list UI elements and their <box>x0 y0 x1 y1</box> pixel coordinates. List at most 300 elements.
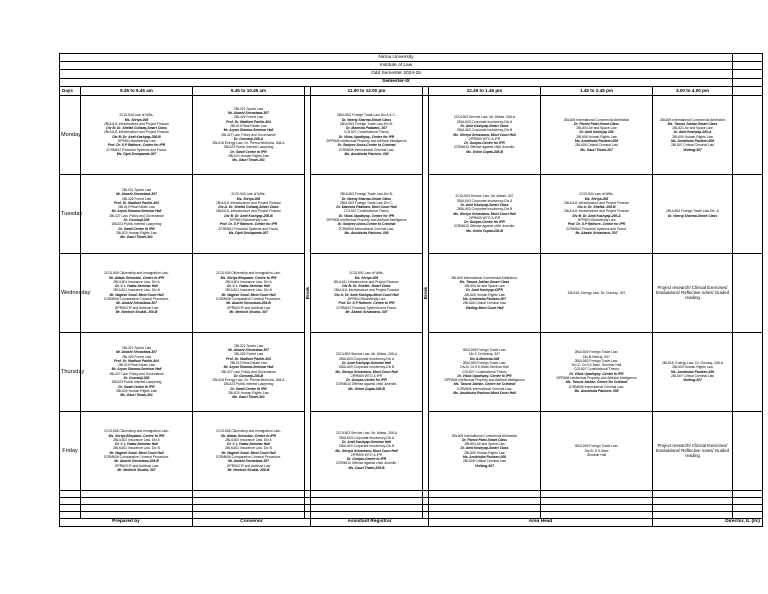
slot-line: 2COL503 Service Law- Mr. Abbas -208-A <box>335 431 398 436</box>
slot-line: Visiting-307 <box>683 147 702 152</box>
slot-cell <box>429 174 541 253</box>
slot-cell <box>81 95 193 174</box>
day-row-thursday <box>60 332 763 411</box>
slot-line: 2BL523 Public Interest Lawyering <box>223 382 274 387</box>
time-header-5: 1.45 to 2.45 pm <box>541 86 653 95</box>
slot-line: Dr. C L Yadav-Seminar Hall <box>115 442 158 447</box>
slot-line: Mr. Abbas Srivastav- Centre fo IPR <box>221 433 276 438</box>
slot-line: 2BUL601 Insurance Law- Div A <box>113 437 160 442</box>
slot-line: 2CRM608 Comparative Criminal Procedure- <box>215 455 282 460</box>
slot-line: Visiting-Moot Court Hall <box>465 305 504 310</box>
slot-line: Dr. Amit Kashyap-208-A <box>673 130 712 135</box>
slot-line: 2COL551 Law of Wills- <box>349 271 384 276</box>
slot-line: 2BL427 Law, Policy and Governance <box>221 369 276 374</box>
timetable-grid <box>59 53 763 527</box>
slot-line: Ms. Dipti Deshpande-307 <box>228 230 269 235</box>
slot-line: 2CRM612 Financial Systems and Fraud- <box>218 226 279 231</box>
slot-line: 2IPR608 Intellectual Property and Artificial Intelligence <box>326 218 407 223</box>
slot-line: 2COL508 Citizenship and Immigration Law- <box>104 429 169 434</box>
slot-line: 2CRM612 Financial Systems and Fraud- <box>566 226 627 231</box>
slot-line: Mr. Akashi Srivastava- 307 <box>345 309 388 314</box>
slot-line: 2BL607 Critical Criminal Law <box>671 373 714 378</box>
day-label: Tuesday <box>60 174 81 253</box>
row-spacer <box>733 332 763 411</box>
slot-line: 2CRM610 Offense against child Juvenile- <box>335 382 398 387</box>
header-spacer <box>733 70 763 78</box>
header-spacer <box>733 86 763 95</box>
slot-cell <box>81 253 193 332</box>
slot-line: 2BUL563 Foreign Trade Law-Div A & C- <box>336 113 397 118</box>
slot-line: 2BL019 Real Estate Law <box>118 205 155 210</box>
slot-line: 2IPR608 Intellectual Property and Artificial Intelligence <box>556 376 637 381</box>
slot-line: 2IPR603 IP and Antitrust Law <box>226 305 271 310</box>
slot-line: 2IPR609 WTO & IPR <box>468 136 501 141</box>
prepared-by-label: Prepared by <box>60 518 193 526</box>
slot-line: 2BUL505 Foreign Trade Law- <box>462 348 507 353</box>
slot-line: 2BL624 Human Rights Law <box>228 154 269 159</box>
slot-line: Dr. Neeraj Sharma-Smart Class <box>341 117 392 122</box>
slot-line: 2BUL603 Corporate Insolvency-Div B <box>338 444 395 449</box>
slot-line: Div A: Dr. Shefali- 208-B <box>577 205 616 210</box>
slot-line: 2BUL601 Insurance Law- Div B <box>225 446 272 451</box>
slot-line: Dr. Sanjeev Arora-Centre fo Criminal <box>337 143 396 148</box>
slot-line: 2BL620 Human Rights Law <box>116 388 157 393</box>
slot-line: 2BL608 Critical Criminal Law <box>463 459 506 464</box>
slot-line: Ms. Oshin Gupta-208-B <box>466 228 503 233</box>
slot-line: 2IPR609 WTO & IPR <box>468 215 501 220</box>
break-label: Break <box>305 286 310 299</box>
slot-line: Prof. Dr. Madhuri Parikh-404 <box>226 119 271 124</box>
slot-line: 2BL605 International Commercial Arbitration- <box>451 275 518 280</box>
slot-line: Ms. Anubhuka Paulsen- 008 <box>344 230 389 235</box>
slot-line: Dr. Amit Kashyap-Smart Class <box>460 124 509 128</box>
slot-line: 2COL508 Citizenship and Immigration Law- <box>216 429 281 434</box>
slot-line: Ms. Dipti Deshpande-307 <box>116 151 157 156</box>
slot-line: 2IPR610 Biodiversity Law <box>347 297 386 302</box>
slot-line: Dr. Gurvanji-308 <box>123 376 150 381</box>
slot-line: Dr. Gunjan-Centre for IPR <box>464 220 505 225</box>
slot-line: Mr. Nagesh Sood- Moot Court Hall <box>221 292 276 297</box>
slot-line: 2BL605 Human Rights Law <box>464 292 505 297</box>
slot-line: 2COL508 Citizenship and Immigration Law- <box>104 271 169 276</box>
slot-cell <box>653 95 733 174</box>
slot-line: 2CRM610 Offense against child Juvenile- <box>453 145 516 150</box>
row-spacer <box>733 95 763 174</box>
slot-line: 2BL608 Human Rights Law <box>576 134 617 139</box>
slot-line: 2BL605 International Commercial Arbitration <box>563 117 630 122</box>
slot-line: Ms. Shriya Bhojwani- Centre fo IPR <box>220 275 277 280</box>
slot-line: Dr. Swati Centre fo IPR <box>118 384 155 389</box>
time-header-3: 11.00 to 12.00 pm <box>311 86 423 95</box>
slot-line: Ms. Shreya Srivastava- Moot Court Hall <box>453 211 516 216</box>
convenor-label: Convenor <box>193 518 311 526</box>
slot-line: Mr. Neeloch Shukla- 307 <box>117 467 156 472</box>
slot-cell <box>653 174 733 253</box>
slot-cell <box>541 332 653 411</box>
slot-line: Prof. Dr. S.P Rathore- Centre for IPR <box>107 143 166 148</box>
slot-line: Mr. Akashi Srivastava-307 <box>116 301 157 306</box>
slot-line: 2COL503 Service Law- Mr. Abbas -208-A <box>335 352 398 357</box>
slot-line: Mr. Aryan Sharma-Seminar Hall <box>223 128 274 133</box>
slot-line: Dr. Amit Kashyap-Seminar Hall <box>342 440 391 444</box>
slot-line: Mr. Akashi Srivastava-208-B <box>114 459 159 464</box>
slot-line: 2CRM608 Comparative Criminal Procedure- <box>103 297 170 302</box>
slot-line: COL507 Constitutional Theory <box>344 130 389 135</box>
slot-line: 2BL620 Human Rights Law <box>116 230 157 235</box>
header-spacer <box>733 54 763 62</box>
slot-line: 2CRM610 Offense against child Juvenile- <box>335 461 398 466</box>
slot-line: 2BUL601 Insurance Law- Div B <box>113 288 160 293</box>
slot-line: 2BL426 Forest Law <box>234 352 263 357</box>
slot-line: 2BL321 Sports Law <box>233 106 264 111</box>
slot-line: 2BL607 Critical Criminal Law <box>671 143 714 148</box>
slot-line: 2BUL611 Infrastructure and Project Finance <box>564 209 629 214</box>
slot-line: Mr. Nagesh Sood- Moot Court Hall <box>109 292 164 297</box>
slot-line: Ms. Anubhuka Paulsen- 008 <box>574 388 619 393</box>
slot-line: Mr. Neeloch Shukla- 208-B <box>227 467 270 472</box>
slot-line: 2CRM608 Comparative Criminal Procedure- <box>215 297 282 302</box>
slot-cell <box>311 411 423 490</box>
slot-line: Ms. Anubhuka Paulsen-Moot Court Hall <box>453 391 516 396</box>
slot-line: 2BUL611 Infrastructure and Project Finance <box>564 200 629 205</box>
slot-line: Dr. Amit Kashyap-Smart Class <box>460 446 509 451</box>
slot-line: Div B: Dr. Shefali- Smart Class <box>342 284 391 289</box>
slot-line: Ms. Gauri Tiwari-301 <box>232 395 265 400</box>
slot-line: 2BUL563 Foreign Trade Law-Div C- <box>339 200 394 205</box>
slot-line: Prof. Dr. S.P Rathore- Centre for IPR <box>567 222 626 227</box>
slot-line: 2BUL603 Corporate Insolvency-Div A <box>338 435 395 440</box>
signature-row <box>60 518 763 526</box>
slot-line: Dr. Manisha Padwani- 307 <box>346 126 387 131</box>
assistant-registrar-label: Assistant Registrar <box>311 518 429 526</box>
slot-line: 2BUL611 Infrastructure and Project Finance- <box>333 279 400 284</box>
slot-line: 2COL504 Law of Wills- <box>579 192 614 197</box>
slot-line: Visiting-307 <box>475 463 494 468</box>
slot-line: Dr. Gurvanji-308 <box>123 218 150 223</box>
slot-line: Ms. Shriya-008 <box>584 196 609 201</box>
slot-line: Div B: Dr. Amit Kashyap-208-B <box>112 134 161 139</box>
day-row-monday <box>60 95 763 174</box>
slot-line: 2BL606 Critical Criminal Law <box>463 301 506 306</box>
slot-cell <box>541 411 653 490</box>
slot-line: Dr. Vikas Upadhyay- Centre for IPR <box>338 134 395 139</box>
slot-line: Dr. C L Yadav-Seminar Hall <box>115 284 158 289</box>
slot-line: 2BL604 Air and Space Law <box>464 442 505 447</box>
slot-cell <box>541 174 653 253</box>
slot-line: 2CRM612 Financial Systems and Fraud- <box>336 305 397 310</box>
slot-line: 2BL426 Forest Law <box>234 115 263 120</box>
slot-line: 2BL518- Energy Law- Dr. Gunnay- 208-A <box>661 361 724 365</box>
slot-cell <box>81 411 193 490</box>
slot-line: 2IPR603 IP and Antitrust Law <box>114 305 159 310</box>
slot-line: Mr. Aryan Sharma-Seminar Hall <box>223 365 274 370</box>
slot-line: 2IPR608 Intellectual Property and Artificial Intelligence <box>444 378 525 383</box>
slot-line: Prof. Dr. Madhuri Parikh-404 <box>114 358 159 363</box>
slot-line: 2BUL601 Insurance Law- Div A <box>113 279 160 284</box>
day-label: Wednesday <box>60 253 81 332</box>
slot-line: 2BL518 Energy Law- Dr. Prerna Mulhotra- 308-A <box>212 378 285 383</box>
slot-line: Mr. Akashi Srivastava-307 <box>116 350 157 355</box>
slot-line: 2BL624 Human Rights Law <box>228 391 269 396</box>
slot-line: 2BL604 Air and Space Law <box>464 284 505 289</box>
slot-line: 2BL609 Human Rights Law <box>464 450 505 455</box>
slot-line: Dr. Swati Centre fo IPR <box>230 149 267 154</box>
time-header-1: 8.45 to 9.45 am <box>81 86 193 95</box>
slot-cell <box>429 332 541 411</box>
slot-line: 2BUL601 Insurance Law- Div A <box>225 437 272 442</box>
blank-row <box>60 504 763 511</box>
slot-line: Ms. Oshin Gupta-208-B <box>348 386 385 391</box>
slot-line: Ms. Shreya Srivastava- Moot Court Hall <box>453 132 516 137</box>
slot-line: 2BL019 Real Estate Law <box>230 124 267 128</box>
university-name: Nirma University <box>60 54 733 62</box>
slot-line: Ms. Anubhuka Paulsen- 008 <box>344 151 389 156</box>
slot-cell <box>193 253 305 332</box>
slot-line: Ms. Oshin Gupta-208-B <box>466 149 503 154</box>
slot-line: COL507 Constitutional Theory <box>574 367 619 372</box>
slot-line: 2BUL505 Foreign Trade Law- <box>574 350 619 355</box>
slot-line: Dr. Parani Patel-Smart Class <box>574 121 619 126</box>
slot-line: 2BUL611 Infrastructure and Project Finance <box>216 209 281 214</box>
slot-line: 2BL608 Critical Criminal Law <box>575 143 618 148</box>
slot-line: Dr. Neeraj Sharma-Smart Class <box>667 213 718 218</box>
slot-line: Prof. Dr. S.P Rathore- Centre fo IPR <box>338 301 395 306</box>
slot-line: Ms. Shriya-008 <box>354 275 379 280</box>
slot-line: Dr. Amit Kashyap 208 <box>579 130 614 135</box>
slot-line: 2BUL563 Foreign Trade Law- <box>574 358 619 363</box>
slot-cell <box>193 95 305 174</box>
slot-line: Ms. Gauri Tiwari-301 <box>232 158 265 163</box>
slot-line: 2BUL611 Infrastructure and Project Finance <box>104 121 169 126</box>
day-label: Thursday <box>60 332 81 411</box>
slot-cell <box>81 332 193 411</box>
slot-line: 2BL427 Law, Policy and Governance <box>221 132 276 137</box>
slot-line: Ms. Anubhuka Paulsen-008 <box>462 455 507 460</box>
slot-cell <box>653 253 733 332</box>
slot-line: Dr. Neeraj Sharma-Smart Class <box>341 196 392 201</box>
term-label: Odd Semester 2024-25 <box>60 70 733 78</box>
slot-line: Mr. Abbas Srivastav- Centre fo IPR <box>109 275 164 280</box>
slot-line: 2BUL611 Infrastructure and Project Finance <box>104 130 169 135</box>
blank-row <box>60 490 763 497</box>
semester-label: Semester-IX <box>60 78 733 86</box>
slot-line: Div-B-Neeraj- 007 <box>583 354 610 359</box>
slot-line: Ms. Taruna Jakhar- Centre for Criminal <box>453 382 516 387</box>
slot-line: Mr. Neeloch Shukla- 208-B <box>115 309 158 314</box>
slot-line: Project research/ Clinical Exercises/ Evaluations/ Reflective notes/ Guided reading <box>656 285 730 301</box>
day-label: Friday <box>60 411 81 490</box>
slot-line: Dr. Gunjan-Centre for IPR <box>346 378 387 383</box>
slot-line: Ms. Shreya Srivastava- Moot Court Hall <box>335 369 398 374</box>
slot-line: Dr. C L Yadav-Seminar Hall <box>227 284 270 289</box>
slot-line: 2CRM606 International Criminal Law- <box>568 384 625 389</box>
slot-line: Dr. Gunjan-Centre fo IPR <box>346 457 387 462</box>
slot-line: 2CRM612 Financial Systems and Fraud- <box>106 147 167 152</box>
slot-line: 2BUL603 Corporate Insolvency-Div B <box>338 365 395 370</box>
blank-row <box>60 497 763 504</box>
slot-line: Seminar Hall <box>586 452 607 457</box>
slot-line: Ms. Gauri Tiwari-307 <box>580 147 613 152</box>
slot-line: Mr. Akashi Srivastava-307 <box>228 459 269 464</box>
slot-line: Mr. Akashi Srivastava-208-B <box>226 301 271 306</box>
slot-line: 2IPR610 Biodiversity Law <box>117 139 156 144</box>
slot-cell <box>193 174 305 253</box>
slot-line: Dr. Gunjan-Centre for IPR <box>464 141 505 146</box>
slot-line: 2IPR603 IP and Antitrust Law <box>226 463 271 468</box>
header-spacer <box>733 78 763 86</box>
slot-cell <box>429 411 541 490</box>
slot-line: 2BUL603 Corporate Insolvency-Div B <box>456 128 513 133</box>
row-spacer <box>733 174 763 253</box>
break-label: Break <box>423 286 428 299</box>
slot-cell <box>311 332 423 411</box>
institute-name: Institute of Law <box>60 62 733 70</box>
time-header-4: 12.45 to 1.45 pm <box>429 86 541 95</box>
slot-line: 2BUL563 Foreign Trade Law- <box>462 361 507 365</box>
slot-line: 2BUL563 Foreign Trade Law-Div- A <box>666 209 719 214</box>
slot-line: Mr. Nagesh Sood- Moot Court Hall <box>221 450 276 455</box>
slot-line: Ms. Taruna Jakhar-Smart Class <box>459 279 510 284</box>
slot-line: Mr. Akashi Srivastava-307 <box>228 111 269 116</box>
row-spacer <box>733 411 763 490</box>
slot-line: 2BL427 Law, Policy and Governance <box>109 213 164 218</box>
slot-line: Dr. Amit Kashyap-Seminar Hall <box>342 361 391 365</box>
slot-line: Prof. Dr. Madhuri Parikh-404 <box>114 200 159 205</box>
days-column-header: Days <box>60 86 81 95</box>
slot-line: Dr. Vikas Upadhyay- Centre fo IPR <box>569 371 624 376</box>
day-row-friday <box>60 411 763 490</box>
slot-line: 2IPR603 IP and Antitrust Law <box>114 463 159 468</box>
slot-line: Div A: Dr. Shefali Guhwaj-Smart Class <box>218 205 279 210</box>
slot-line: 2BL427 Law, Policy and Governance <box>109 371 164 376</box>
slot-cell <box>193 332 305 411</box>
slot-line: 2BUL601 Insurance Law- Div A <box>225 279 272 284</box>
slot-cell <box>429 95 541 174</box>
slot-line: 2BL609 Human Rights Law <box>672 365 713 370</box>
slot-line: 2BUL603 Corporate Insolvency-Div A <box>456 119 513 124</box>
slot-line: Mr. Akashi Srivastava-307 <box>228 348 269 353</box>
slot-line: Dr. C L Yadav-Seminar Hall <box>227 442 270 447</box>
time-header-2: 9.45 to 10.45 am <box>193 86 305 95</box>
slot-cell <box>311 95 423 174</box>
slot-line: 2BUL611 Infrastructure and Project Finance <box>334 288 399 293</box>
slot-line: 2BL321 Sports Law <box>121 345 152 350</box>
header-spacer <box>733 62 763 70</box>
slot-line: Div A: Dr. Amit Kashyap-Moot Court Hall <box>334 292 399 297</box>
slot-line: Ms. Gauri Tiwari-301 <box>120 235 153 240</box>
slot-cell <box>311 253 423 332</box>
slot-line: Prof. Dr. Madhuri Parikh-404 <box>226 356 271 361</box>
slot-line: 2BUL563 Foreign Trade Law- <box>574 444 619 449</box>
slot-line: Dr. Vikas Upadhyay- Centre for IPR <box>338 213 395 218</box>
slot-line: Dr. Amit Kashyap-CIPR <box>466 288 503 293</box>
slot-line: Div-C- Dr.S.K.Mani- Seminar Hall <box>571 363 622 368</box>
slot-line: Ms. Gauri Tiwari-301 <box>120 393 153 398</box>
slot-line: Dr. Amit Kashyap-Smart Class <box>460 203 509 207</box>
area-head-label: Area Head <box>429 518 653 526</box>
slot-line: Mr. Aryan Sharma-Seminar Hall <box>111 209 162 214</box>
timetable-sheet <box>59 53 762 527</box>
slot-line: Div-C Dr.Neeraj- 307 <box>468 352 501 357</box>
slot-line: 2IPR610 Biodiversity Law <box>229 218 268 223</box>
slot-line: Mr. Nagesh Sood- Moot Court Hall <box>109 450 164 455</box>
slot-cell <box>541 95 653 174</box>
slot-line: 2BUL603 Corporate Insolvency-Div A <box>338 356 395 361</box>
slot-line: 2BUL603 Corporate Insolvency-Div B <box>456 207 513 212</box>
slot-line: 2IPR610 Biodiversity Law <box>577 218 616 223</box>
slot-line: 2CRM608 Comparative Criminal Procedure- <box>103 455 170 460</box>
slot-line: Ms. Shriya-008 <box>236 196 261 201</box>
slot-line: 2BL604 Air and Space Law <box>576 126 617 131</box>
slot-line: Ms. Anubhuka Paulsen-007 <box>462 297 507 302</box>
slot-line: Div B: Dr. Amit Kashyap-208-A <box>572 213 621 218</box>
slot-line: Mr. Neeloch Shukla- 307 <box>229 309 268 314</box>
slot-line: 2BUL563 Foreign Trade Law-Div B- <box>340 121 393 126</box>
slot-cell <box>81 174 193 253</box>
slot-line: 2BUL601 Insurance Law- Div B <box>225 288 272 293</box>
slot-line: Ms. Shreya Srivastava- Moot Court Hall <box>335 448 398 453</box>
slot-line: COL507 Constitutional Theory <box>462 369 507 374</box>
slot-line: 2BL019 Real Estate Law <box>230 361 267 365</box>
slot-line: Div-B- Dr.S.K.Mani-Seminar Hall <box>460 365 509 370</box>
slot-line: 2BUL611 Infrastructure and Project Finance <box>216 200 281 205</box>
slot-line: Mr. Akashi Srivastava-307 <box>116 192 157 197</box>
slot-line: 2BL523 Public Interest Lawyering <box>111 222 162 227</box>
slot-line: 2BL019 Real Estate Law <box>118 363 155 368</box>
slot-line: 2COL503 Service Law- Mr. Abbas- 307 <box>455 194 514 199</box>
slot-line: 2IPR609 WTO & IPR <box>350 373 383 378</box>
slot-line: 2BUL603 Corporate Insolvency-Div A <box>456 198 513 203</box>
slot-line: 2COL540 Law of Wills- <box>119 113 154 118</box>
slot-line: 2IPR608 Intellectual Property and Artificial Intelligence <box>326 139 407 144</box>
slot-line: Div A-Manisha-008 <box>469 356 500 361</box>
director-label: Director, IL (I/c) <box>653 518 763 526</box>
slot-line: Ms. Taruna Jakhar-Smart Class <box>667 121 718 126</box>
slot-line: 2BUL563 Foreign Trade Law-Div B- <box>340 192 393 197</box>
slot-line: 2COL503 Service Law- Mr. Abbas -208-A <box>453 115 516 120</box>
slot-line: Ms. Taruna Jakhar- Centre for Criminal <box>565 380 628 385</box>
slot-cell <box>541 253 653 332</box>
slot-line: COL507 Constitutional Theory <box>344 209 389 214</box>
slot-line: Project research/ Clinical Exercises/ Evaluations/ Reflective notes/ Guided reading <box>656 443 730 459</box>
slot-line: 2BL321 Sports Law <box>233 343 264 348</box>
slot-line: Ms. Anubhuka Paulsen-008 <box>574 139 619 144</box>
slot-cell <box>653 411 733 490</box>
slot-line: Dr. Vikas Upadhyay- Centre fo IPR <box>457 373 512 378</box>
slot-line: Dr. Sanjeev Arora-Centre fo Criminal <box>337 222 396 227</box>
slot-line: 2CRM606 International Criminal Law- <box>456 386 513 391</box>
slot-line: 2CRM606 International Criminal Law- <box>338 226 395 231</box>
slot-line: Ms. Gauri Tiwari-208-B <box>348 465 385 470</box>
slot-line: 2CRM606 International Criminal Law- <box>338 147 395 152</box>
slot-line: 2COL508 Citizenship and Immigration Law- <box>216 271 281 276</box>
slot-line: 2BL605 International Commercial Arbitration <box>451 433 518 438</box>
slot-line: 2BL518 Energy Law- Dr. Prerna Mulhotra- 308-A <box>212 141 285 146</box>
blank-row <box>60 511 763 518</box>
slot-cell <box>429 253 541 332</box>
day-label: Monday <box>60 95 81 174</box>
time-header-6: 3.00 to 4.00 pm <box>653 86 733 95</box>
slot-line: 2BL523 Public Interest Lawyering <box>223 145 274 150</box>
slot-line: Ms. Shriya Bhojwani- Centre fo IPR <box>108 433 165 438</box>
slot-line: Mr. Aryan Sharma-Seminar Hall <box>111 367 162 372</box>
slot-line: Dr. Swati Centre fo IPR <box>230 386 267 391</box>
slot-line: 2BL621 Air and Space Law <box>672 126 713 131</box>
slot-line: 2BL523 Public Interest Lawyering <box>111 380 162 385</box>
day-row-wednesday <box>60 253 763 332</box>
slot-line: 2CRM610 Offense against child Juvenile- <box>453 224 516 229</box>
slot-cell <box>311 174 423 253</box>
